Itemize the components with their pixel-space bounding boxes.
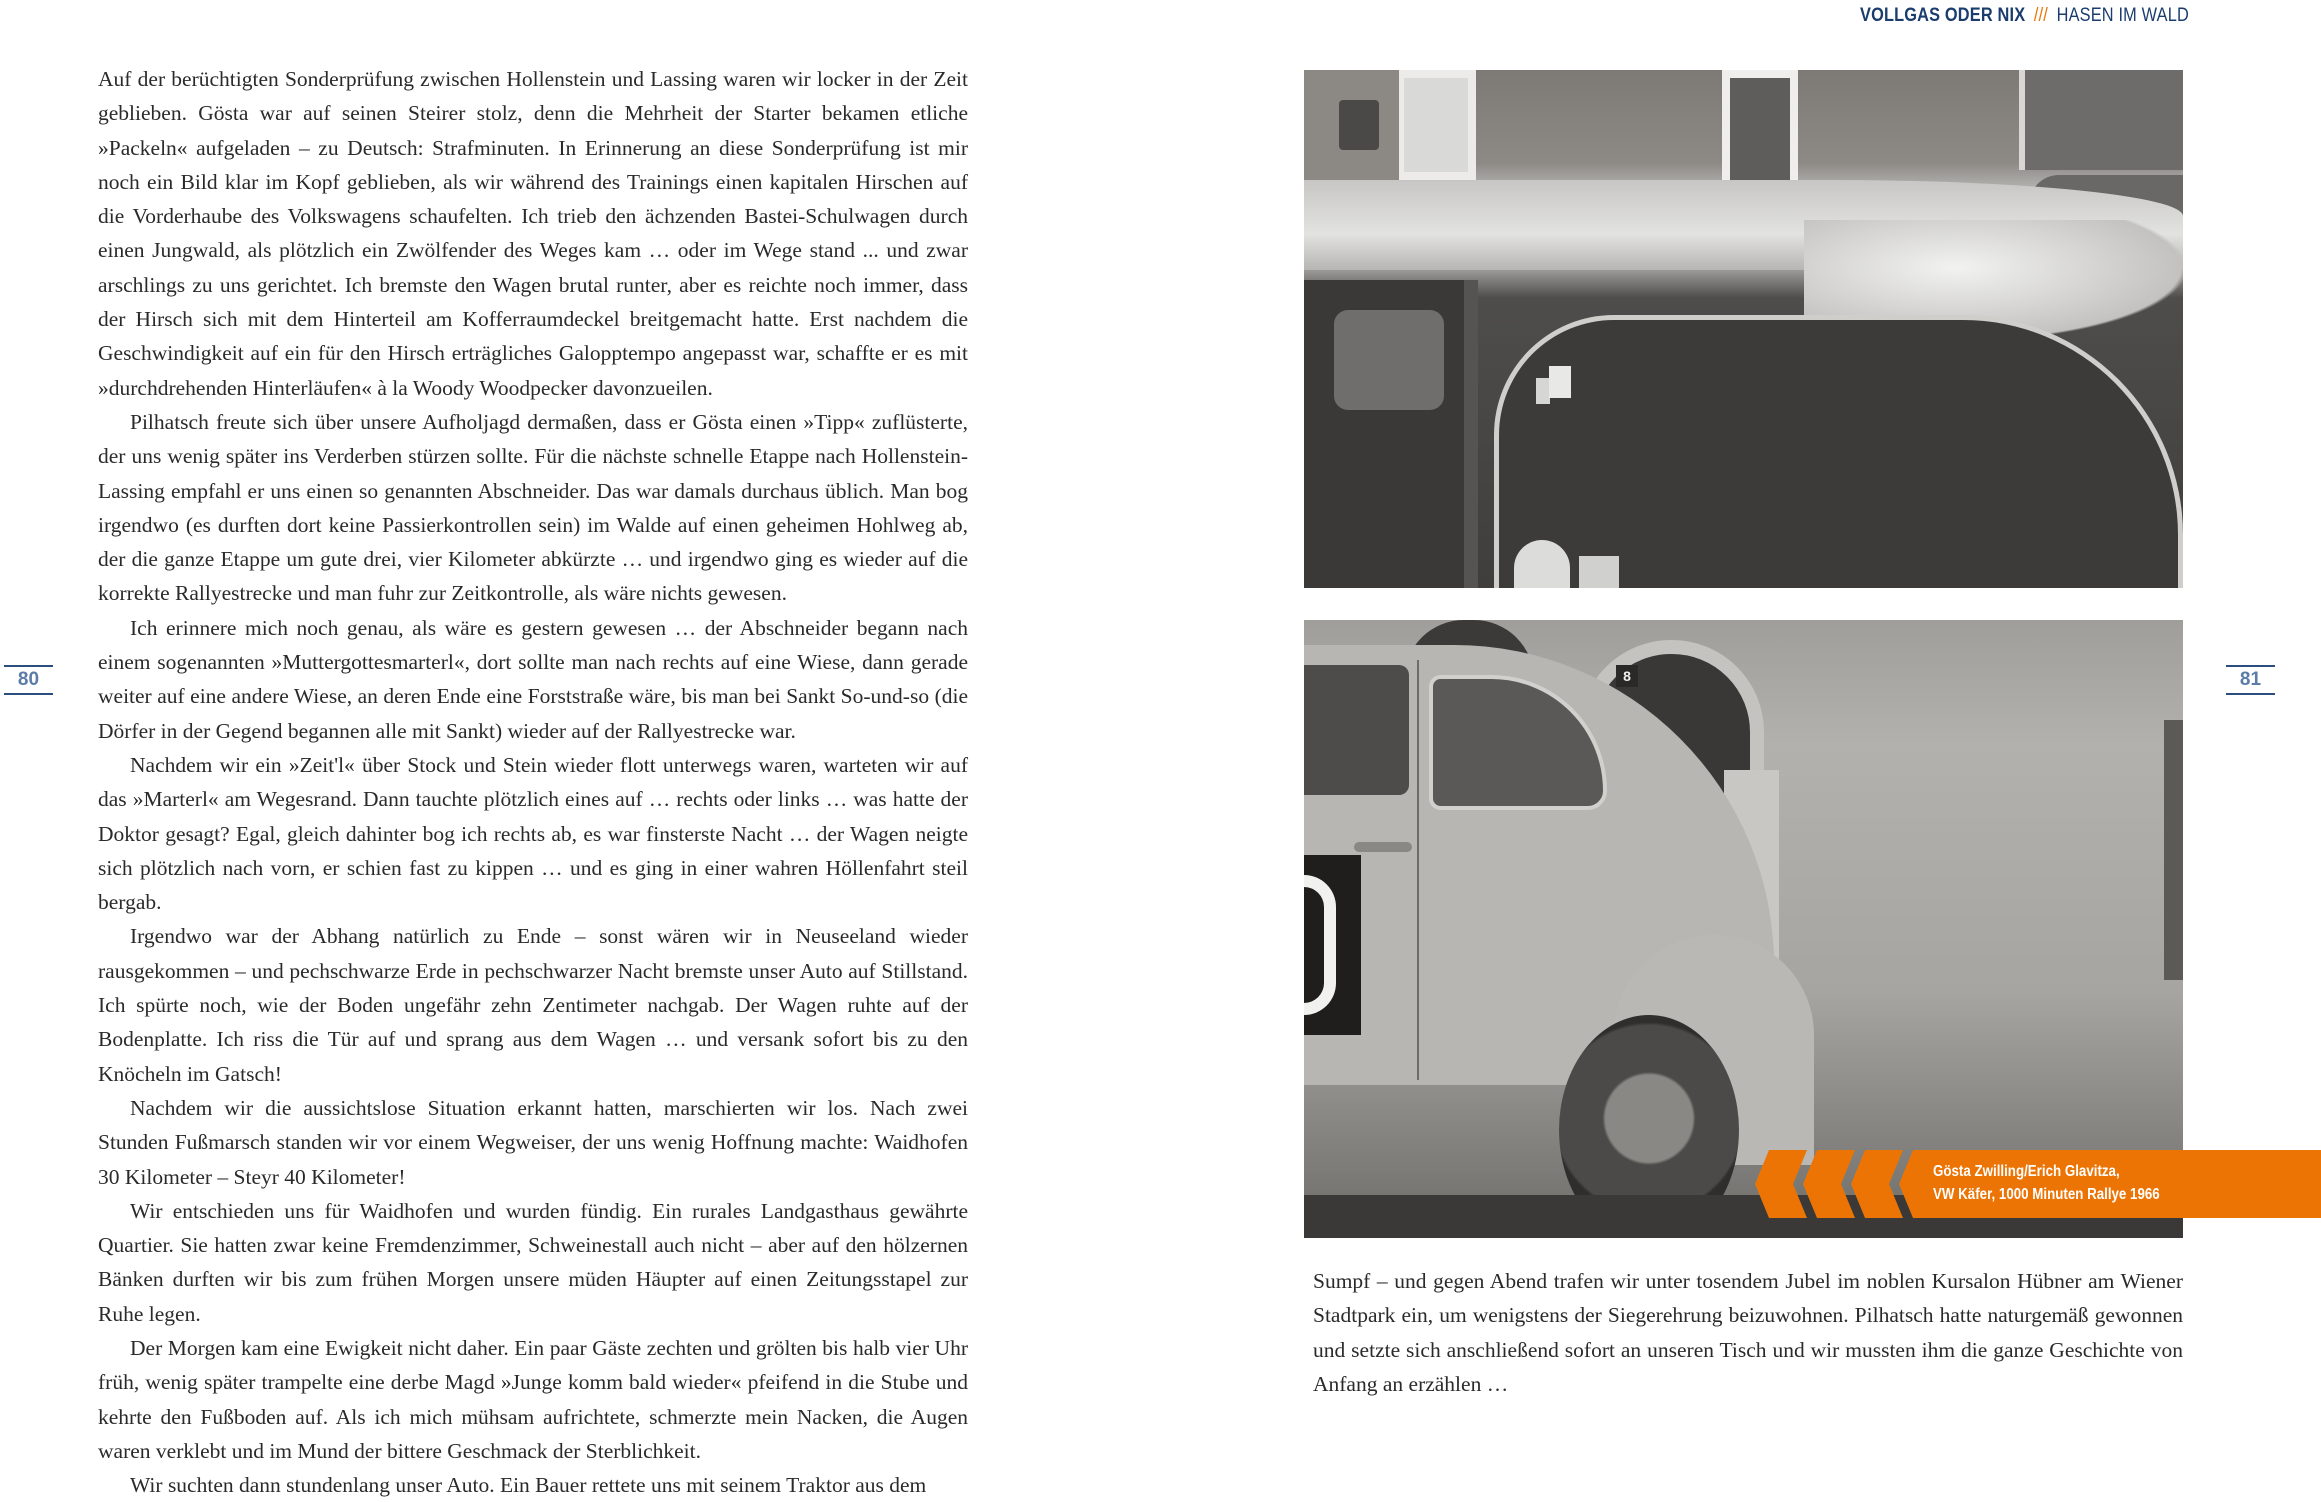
house-number-sign: 8: [1616, 665, 1638, 687]
paragraph: Ich erinnere mich noch genau, als wäre es gestern gewesen … der Abschneider begann nach einem sogenannten »Muttergottesmarterl«, dort sollte man nach rechts auf eine Wiese, dann gerade weiter auf eine andere Wiese, an deren Ende eine Forststraße wäre, bis man bei Sankt So-und-so (die Dörfer in der Gegend begannen alle mit Sankt) wieder auf der Rallyestrecke war.: [98, 615, 968, 743]
book-title: VOLLGAS ODER NIX: [1860, 5, 2026, 26]
chapter-title: HASEN IM WALD: [2056, 5, 2189, 26]
paragraph: Wir suchten dann stundenlang unser Auto. Ein Bauer rettete uns mit seinem Traktor aus dem: [130, 1473, 927, 1498]
paragraph: Nachdem wir ein »Zeit'l« über Stock und Stein wieder flott unterwegs waren, warteten wir auf das »Marterl« am Wegesrand. Dann tauchte plötzlich eines auf … rechts oder links … was hatte der Doktor gesagt? Egal, gleich dahinter bog ich rechts ab, es war finsterste Nacht … der Wagen neigte sich plötzlich nach vorn, er schien fast zu kippen … und es ging in einer wahren Höllenfahrt steil bergab.: [98, 752, 968, 915]
running-head-separator: ///: [2033, 5, 2049, 26]
photo-vw-kaefer: [1304, 620, 2183, 1238]
paragraph: Wir entschieden uns für Waidhofen und wurden fündig. Ein rurales Landgasthaus gewährte Quartier. Sie hatten zwar keine Fremdenzimmer, Schweinestall auch nicht – aber auf den hölzernen Bänken durften wir bis zum frühen Morgen unsere müden Häupter auf einen Zeitungsstapel zur Ruhe legen.: [98, 1198, 968, 1326]
caption-line-1: Gösta Zwilling/Erich Glavitza,: [1933, 1163, 2120, 1180]
right-page-text: [1313, 1264, 2183, 1401]
paragraph: Pilhatsch freute sich über unsere Aufholjagd dermaßen, dass er Gösta einen »Tipp« zuflüsterte, der uns wenig später ins Verderben stürzen sollte. Für die nächste schnelle Etappe nach Hollenstein-Lassing empfahl er uns einen so genannten Abschneider. Das war damals durchaus üblich. Man bog irgendwo (es durften dort keine Passierkontrollen sein) im Walde auf einen geheimen Hohlweg ab, der die ganze Etappe um gute drei, vier Kilometer abkürzte … und irgendwo ging es wieder auf die korrekte Rallyestrecke und man fuhr zur Zeitkontrolle, als wäre nichts gewesen.: [98, 409, 968, 606]
caption-line-2: VW Käfer, 1000 Minuten Rallye 1966: [1933, 1186, 2160, 1203]
paragraph: Nachdem wir die aussichtslose Situation erkannt hatten, marschierten wir los. Nach zwei Stunden Fußmarsch standen wir vor einem Wegweiser, der uns wenig Hoffnung machte: Waidhofen 30 Kilometer – Steyr 40 Kilometer!: [98, 1095, 968, 1189]
running-head: [1860, 2, 2189, 30]
paragraph: Der Morgen kam eine Ewigkeit nicht daher. Ein paar Gäste zechten und grölten bis halb vier Uhr früh, wenig später trampelte eine derbe Magd »Junge komm bald wieder« pfeifend in die Stube und kehrte den Fußboden auf. Als ich mich mühsam aufrichtete, schmerzte mein Nacken, die Augen waren verklebt und im Mund der bittere Geschmack der Sterblichkeit.: [98, 1335, 968, 1463]
photo-caption: [1755, 1150, 2321, 1218]
photo-vw-roof: [1304, 70, 2183, 588]
paragraph: Auf der berüchtigten Sonderprüfung zwischen Hollenstein und Lassing waren wir locker in der Zeit geblieben. Gösta war auf seinen Steirer stolz, denn die Mehrheit der Starter bekamen etliche »Packeln« aufgeladen – zu Deutsch: Strafminuten. In Erinnerung an diese Sonderprüfung ist mir noch ein Bild klar im Kopf geblieben, als wir während des Trainings einen kapitalen Hirschen auf die Vorderhaube des Volkswagens schaufelten. Ich trieb den ächzenden Bastei-Schulwagen durch einen Jungwald, als plötzlich ein Zwölfender des Weges kam … oder im Wege stand ... und zwar arschlings zu uns gerichtet. Ich bremste den Wagen brutal runter, aber es reichte noch immer, dass der Hirsch sich mit dem Hinterteil am Kofferraumdeckel breitgemacht hatte. Erst nachdem die Geschwindigkeit auf ein für den Hirsch erträgliches Galopptempo angepasst war, schaffte er es mit »durchdrehenden Hinterläufen« à la Woody Woodpecker davonzueilen.: [98, 67, 968, 400]
page-number-right: 81: [2226, 665, 2275, 695]
page-number-left: 80: [4, 665, 53, 695]
paragraph: Sumpf – und gegen Abend trafen wir unter tosendem Jubel im noblen Kursalon Hübner am Wiener Stadtpark ein, um wenigstens der Siegerehrung beizuwohnen. Pilhatsch hatte naturgemäß gewonnen und setzte sich anschließend sofort an unseren Tisch und wir mussten ihm die ganze Geschichte von Anfang an erzählen …: [1313, 1269, 2183, 1396]
paragraph: Irgendwo war der Abhang natürlich zu Ende – sonst wären wir in Neuseeland wieder rausgekommen – und pechschwarze Erde in pechschwarzer Nacht bremste unser Auto auf Stillstand. Ich spürte noch, wie der Boden ungefähr zehn Zentimeter nachgab. Der Wagen ruhte auf der Bodenplatte. Ich riss die Tür auf und sprang aus dem Wagen … und versank sofort bis zu den Knöcheln im Gatsch!: [98, 924, 968, 1086]
caption-text: [1933, 1160, 2160, 1206]
left-page-text: [98, 62, 968, 1502]
